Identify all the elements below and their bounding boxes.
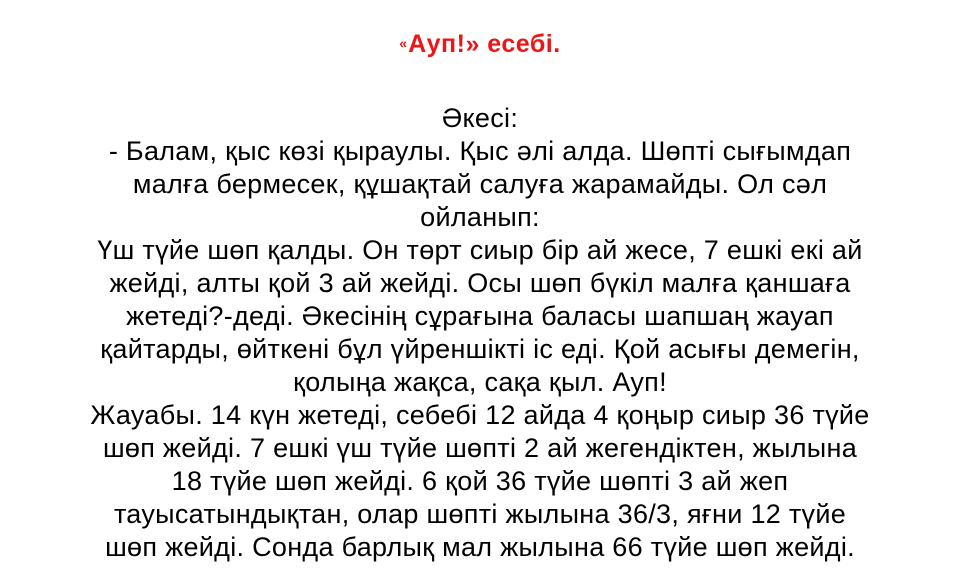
body-line: Үш түйе шөп қалды. Он төрт сиыр бір ай жесе, 7 ешкі екі ай (97, 234, 863, 265)
slide-body (0, 102, 960, 564)
body-line: тауысатындықтан, олар шөпті жылына 36/3, яғни 12 түйе (113, 498, 847, 529)
body-line: қайтарды, өйткені бұл үйреншікті іс еді. Қой асығы демегін, (100, 333, 860, 364)
body-line: Әкесі: (441, 102, 519, 133)
body-line: Жауабы. 14 күн жетеді, себебі 12 айда 4 қоңыр сиыр 36 түйе (90, 399, 870, 430)
body-line: шөп жейді. 7 ешкі үш түйе шөпті 2 ай жегендіктен, жылына (102, 432, 858, 463)
title-text: Ауп!» есебі. (408, 29, 561, 58)
body-line: - Балам, қыс көзі қыраулы. Қыс әлі алда. Шөпті сығымдап (108, 135, 852, 166)
slide (0, 28, 960, 568)
slide-title (0, 28, 960, 59)
body-line: 18 түйе шөп жейді. 6 қой 36 түйе шөпті 3 ай жеп (171, 465, 789, 496)
title-open-quote: « (399, 35, 409, 51)
body-line: малға бермесек, құшақтай салуға жарамайды. Ол сәл (132, 168, 828, 199)
body-line: жейді, алты қой 3 ай жейді. Осы шөп бүкіл малға қаншаға (109, 267, 851, 298)
body-line: жетеді?-деді. Әкесінің сұрағына баласы шапшаң жауап (126, 300, 834, 331)
body-line-clipped: шөп жейді. Сонда барлық мал жылына 66 түйе шөп жейді. (105, 531, 855, 562)
body-line: ойланып: (420, 201, 540, 232)
body-line: қолыңа жақса, сақа қыл. Ауп! (293, 366, 667, 397)
